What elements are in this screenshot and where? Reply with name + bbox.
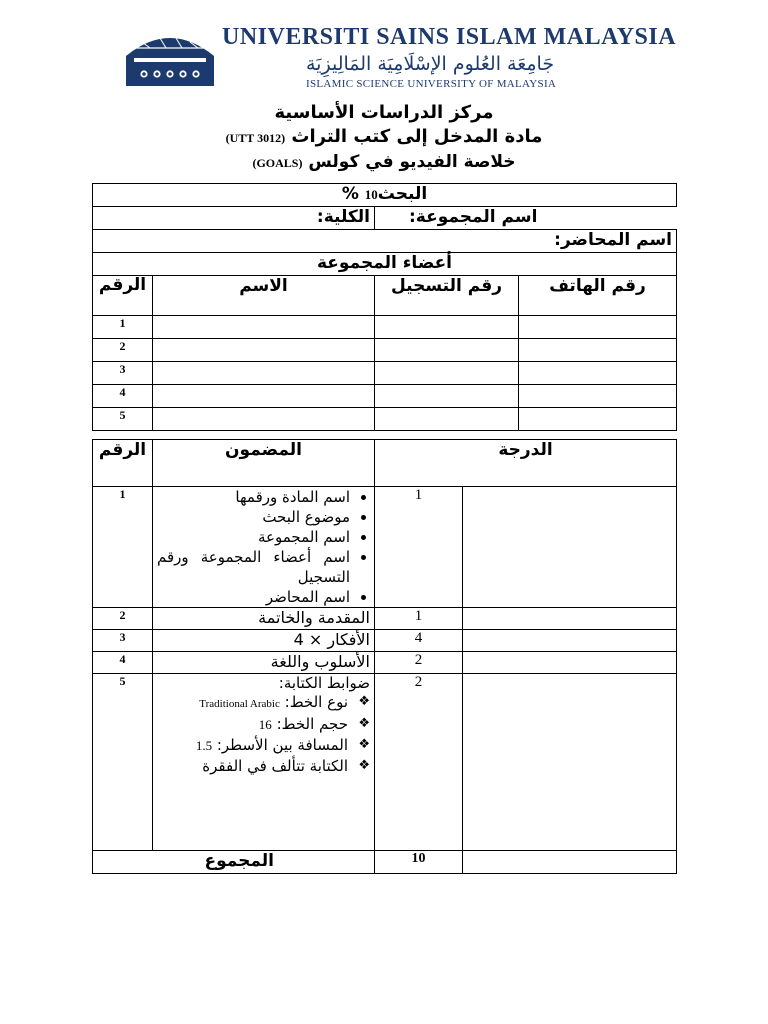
rubric-mark-cell[interactable] bbox=[463, 608, 677, 630]
faculty-cell bbox=[93, 207, 375, 230]
list-item bbox=[157, 692, 348, 714]
member-row-number: 3 bbox=[93, 362, 153, 385]
list-item: • اسم أعضاء المجموعة ورقم التسجيل bbox=[157, 547, 350, 587]
list-item: • اسم المجموعة bbox=[157, 527, 350, 547]
member-name-cell[interactable] bbox=[153, 362, 375, 385]
total-score: 10 bbox=[375, 851, 463, 874]
group-info-table bbox=[92, 183, 677, 431]
rubric-row-number: 1 bbox=[93, 487, 153, 608]
rubric-mark-cell[interactable] bbox=[463, 487, 677, 608]
rubric-row-number: 2 bbox=[93, 608, 153, 630]
list-item: • اسم المحاضر bbox=[157, 587, 350, 607]
member-phone-cell[interactable] bbox=[519, 408, 677, 431]
document-titles bbox=[92, 101, 676, 175]
university-name-ar: جَامِعَة العُلوم الإسْلَامِيَة المَالِيزِيَة bbox=[306, 53, 555, 75]
member-name-cell[interactable] bbox=[153, 408, 375, 431]
member-reg-cell[interactable] bbox=[375, 362, 519, 385]
member-reg-cell[interactable] bbox=[375, 408, 519, 431]
list-item: ❖ الكتابة تتألف في الفقرة bbox=[157, 756, 348, 776]
member-phone-cell[interactable] bbox=[519, 362, 677, 385]
percent-sign: % bbox=[341, 184, 359, 204]
research-cell bbox=[93, 184, 677, 207]
rubric-col-content: المضمون bbox=[153, 440, 375, 487]
assignment-name: خلاصة الفيديو في كولس bbox=[308, 152, 516, 172]
members-title: أعضاء المجموعة bbox=[93, 253, 677, 276]
total-mark-cell[interactable] bbox=[463, 851, 677, 874]
member-reg-cell[interactable] bbox=[375, 385, 519, 408]
col-name-header: الاسم bbox=[153, 276, 375, 316]
member-name-cell[interactable] bbox=[153, 339, 375, 362]
university-subtitle-en: ISLAMIC SCIENCE UNIVERSITY OF MALAYSIA bbox=[306, 78, 557, 90]
rubric-content-text: المقدمة والخاتمة bbox=[153, 608, 375, 630]
course-title bbox=[92, 125, 676, 150]
rubric-row-number: 3 bbox=[93, 630, 153, 652]
university-logo bbox=[120, 26, 220, 92]
lecturer-cell bbox=[93, 230, 677, 253]
list-item: • اسم المادة ورقمها bbox=[157, 487, 350, 507]
font-type-value: Traditional Arabic bbox=[199, 698, 280, 710]
course-name: مادة المدخل إلى كتب التراث bbox=[291, 126, 543, 147]
member-row-number: 2 bbox=[93, 339, 153, 362]
member-reg-cell[interactable] bbox=[375, 339, 519, 362]
course-code: (UTT 3012) bbox=[225, 131, 286, 145]
rubric-mark-cell[interactable] bbox=[463, 674, 677, 851]
group-name-cell bbox=[375, 207, 677, 230]
identity-items-list bbox=[157, 487, 370, 607]
col-phone-header: رقم الهاتف bbox=[519, 276, 677, 316]
member-phone-cell[interactable] bbox=[519, 339, 677, 362]
rubric-col-grade: الدرجة bbox=[375, 440, 677, 487]
rubric-score: 2 bbox=[375, 652, 463, 674]
member-row-number: 5 bbox=[93, 408, 153, 431]
col-reg-header: رقم التسجيل bbox=[375, 276, 519, 316]
member-name-cell[interactable] bbox=[153, 385, 375, 408]
rubric-content-text: الأسلوب واللغة bbox=[153, 652, 375, 674]
rubric-row-number: 5 bbox=[93, 674, 153, 851]
font-size-value: 16 bbox=[258, 717, 272, 732]
list-item bbox=[157, 735, 348, 756]
rubric-mark-cell[interactable] bbox=[463, 652, 677, 674]
faculty-label: الكلية: bbox=[316, 207, 370, 227]
rubric-content-cell bbox=[153, 487, 375, 608]
rubric-table bbox=[92, 439, 677, 874]
list-item: • موضوع البحث bbox=[157, 507, 350, 527]
member-row-number: 4 bbox=[93, 385, 153, 408]
col-no-header: الرقم bbox=[93, 276, 153, 316]
rubric-score: 4 bbox=[375, 630, 463, 652]
rubric-content-text: الأفكار × 4 bbox=[153, 630, 375, 652]
font-size-label: حجم الخط: bbox=[276, 715, 348, 733]
line-spacing-label: المسافة بين الأسطر: bbox=[216, 736, 348, 754]
font-type-label: نوع الخط: bbox=[284, 693, 348, 711]
rubric-score: 1 bbox=[375, 608, 463, 630]
list-item bbox=[157, 714, 348, 735]
writing-rules-title: ضوابط الكتابة: bbox=[278, 674, 370, 692]
member-row-number: 1 bbox=[93, 316, 153, 339]
university-name-en: UNIVERSITI SAINS ISLAM MALAYSIA bbox=[222, 24, 677, 50]
rubric-row-number: 4 bbox=[93, 652, 153, 674]
goals-code: (GOALS) bbox=[252, 156, 303, 170]
rubric-mark-cell[interactable] bbox=[463, 630, 677, 652]
member-name-cell[interactable] bbox=[153, 316, 375, 339]
group-name-label: اسم المجموعة: bbox=[409, 207, 538, 227]
research-percent-value: 10 bbox=[364, 187, 378, 202]
writing-rules-list bbox=[157, 692, 370, 776]
line-spacing-value: 1.5 bbox=[195, 738, 213, 753]
rubric-score: 2 bbox=[375, 674, 463, 851]
member-phone-cell[interactable] bbox=[519, 385, 677, 408]
member-reg-cell[interactable] bbox=[375, 316, 519, 339]
lecturer-label: اسم المحاضر: bbox=[554, 230, 672, 250]
total-label: المجموع bbox=[93, 851, 375, 874]
research-label: البحث bbox=[377, 184, 428, 204]
rubric-score: 1 bbox=[375, 487, 463, 608]
rubric-col-no: الرقم bbox=[93, 440, 153, 487]
member-phone-cell[interactable] bbox=[519, 316, 677, 339]
rubric-content-cell bbox=[153, 674, 375, 851]
center-title: مركز الدراسات الأساسية bbox=[274, 102, 494, 123]
assignment-title bbox=[92, 150, 676, 175]
